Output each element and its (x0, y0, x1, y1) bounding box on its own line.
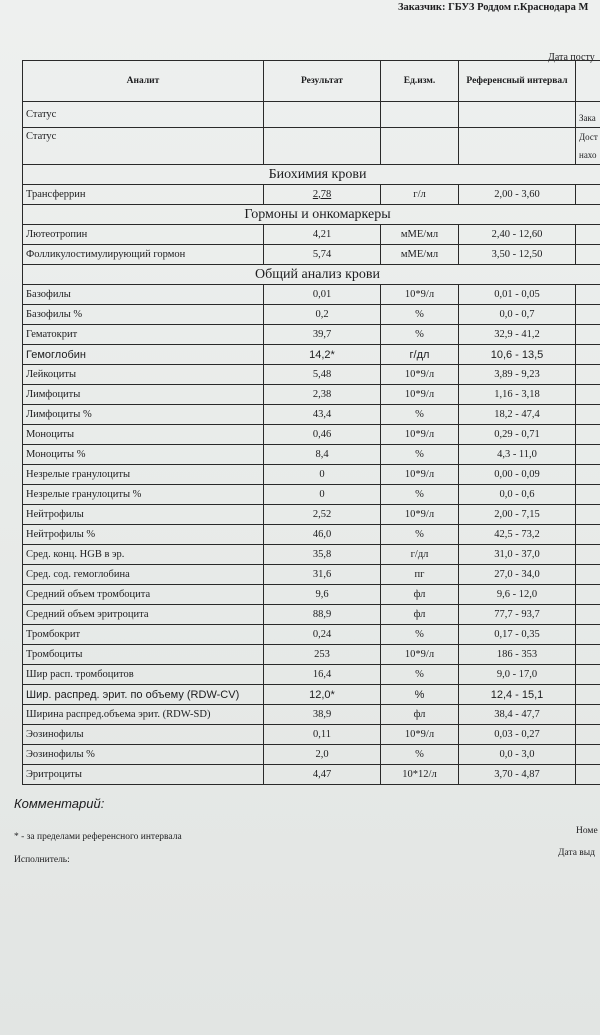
analyte-name: Ширина распред.объема эрит. (RDW-SD) (23, 705, 264, 725)
reference-range: 2,40 - 12,60 (459, 225, 576, 245)
section-header (23, 165, 600, 185)
status-label: Статус (23, 128, 264, 165)
unit-value: % (381, 625, 459, 645)
unit-value: фл (381, 605, 459, 625)
reference-range: 2,00 - 7,15 (459, 505, 576, 525)
analyte-name: Нейтрофилы % (23, 525, 264, 545)
unit-value: фл (381, 585, 459, 605)
reference-range: 31,0 - 37,0 (459, 545, 576, 565)
reference-range: 10,6 - 13,5 (459, 345, 576, 365)
date-received-label: Дата посту (548, 52, 595, 63)
unit-value: % (381, 685, 459, 705)
col-unit: Ед.изм. (381, 61, 459, 102)
status-right: Зака (576, 102, 600, 128)
reference-range: 3,50 - 12,50 (459, 245, 576, 265)
status-label: Статус (23, 102, 264, 128)
table-row (23, 465, 600, 485)
result-value: 0,2 (264, 305, 381, 325)
unit-value: 10*9/л (381, 365, 459, 385)
table-row (23, 585, 600, 605)
status-right-line2: нахо (579, 150, 597, 160)
result-value: 5,48 (264, 365, 381, 385)
result-value: 2,0 (264, 745, 381, 765)
section-title: Общий анализ крови (23, 265, 600, 285)
table-row (23, 725, 600, 745)
unit-value: 10*9/л (381, 285, 459, 305)
table-row (23, 605, 600, 625)
analyte-name: Шир. распред. эрит. по объему (RDW-CV) (23, 685, 264, 705)
col-analyte: Аналит (23, 61, 264, 102)
unit-value: 10*9/л (381, 465, 459, 485)
reference-range: 3,70 - 4,87 (459, 765, 576, 785)
table-row (23, 665, 600, 685)
result-value: 8,4 (264, 445, 381, 465)
reference-range: 0,03 - 0,27 (459, 725, 576, 745)
col-extra (576, 61, 600, 102)
table-row (23, 305, 600, 325)
table-row (23, 765, 600, 785)
col-reference: Референсный интервал (459, 61, 576, 102)
analyte-name: Шир расп. тромбоцитов (23, 665, 264, 685)
table-row (23, 685, 600, 705)
analyte-name: Тромбоциты (23, 645, 264, 665)
unit-value: % (381, 665, 459, 685)
unit-value: % (381, 325, 459, 345)
unit-value: пг (381, 565, 459, 585)
unit-value: 10*9/л (381, 385, 459, 405)
analyte-name: Сред. сод. гемоглобина (23, 565, 264, 585)
table-row (23, 745, 600, 765)
reference-range: 38,4 - 47,7 (459, 705, 576, 725)
table-row (23, 485, 600, 505)
result-value: 0,46 (264, 425, 381, 445)
analyte-name: Незрелые гранулоциты (23, 465, 264, 485)
result-value: 43,4 (264, 405, 381, 425)
analyte-name: Гематокрит (23, 325, 264, 345)
table-row (23, 285, 600, 305)
table-row (23, 445, 600, 465)
table-row (23, 405, 600, 425)
unit-value: 10*12/л (381, 765, 459, 785)
reference-range: 42,5 - 73,2 (459, 525, 576, 545)
result-value: 0 (264, 465, 381, 485)
analyte-name: Эозинофилы % (23, 745, 264, 765)
reference-range: 0,0 - 0,6 (459, 485, 576, 505)
result-value: 0,11 (264, 725, 381, 745)
analyte-name: Лютеотропин (23, 225, 264, 245)
reference-range: 2,00 - 3,60 (459, 185, 576, 205)
col-result: Результат (264, 61, 381, 102)
reference-range: 0,17 - 0,35 (459, 625, 576, 645)
result-value: 5,74 (264, 245, 381, 265)
comment-label: Комментарий: (14, 796, 105, 811)
section-header (23, 205, 600, 225)
table-row (23, 345, 600, 365)
analyte-name: Базофилы % (23, 305, 264, 325)
section-title: Гормоны и онкомаркеры (23, 205, 600, 225)
results-table (22, 60, 600, 785)
table-header-row (23, 61, 600, 102)
table-row (23, 565, 600, 585)
analyte-name: Средний объем тромбоцита (23, 585, 264, 605)
table-row (23, 525, 600, 545)
unit-value: г/л (381, 185, 459, 205)
result-value: 14,2* (264, 345, 381, 365)
reference-range: 9,6 - 12,0 (459, 585, 576, 605)
reference-range: 4,3 - 11,0 (459, 445, 576, 465)
unit-value: % (381, 445, 459, 465)
analyte-name: Базофилы (23, 285, 264, 305)
unit-value: 10*9/л (381, 725, 459, 745)
reference-range: 3,89 - 9,23 (459, 365, 576, 385)
result-value: 9,6 (264, 585, 381, 605)
result-value: 88,9 (264, 605, 381, 625)
analyte-name: Моноциты (23, 425, 264, 445)
analyte-name: Лимфоциты (23, 385, 264, 405)
unit-value: % (381, 305, 459, 325)
result-value: 2,52 (264, 505, 381, 525)
analyte-name: Нейтрофилы (23, 505, 264, 525)
result-value: 38,9 (264, 705, 381, 725)
result-value: 46,0 (264, 525, 381, 545)
reference-range: 0,29 - 0,71 (459, 425, 576, 445)
result-value: 4,21 (264, 225, 381, 245)
analyte-name: Гемоглобин (23, 345, 264, 365)
table-row (23, 545, 600, 565)
table-row (23, 505, 600, 525)
reference-range: 27,0 - 34,0 (459, 565, 576, 585)
result-value: 2,38 (264, 385, 381, 405)
number-label: Номе (576, 826, 598, 836)
table-row (23, 425, 600, 445)
status-row (23, 102, 600, 128)
result-value: 31,6 (264, 565, 381, 585)
unit-value: % (381, 745, 459, 765)
status-right-line1: Дост (579, 132, 598, 142)
analyte-name: Фолликулостимулирующий гормон (23, 245, 264, 265)
unit-value: % (381, 525, 459, 545)
unit-value: г/дл (381, 545, 459, 565)
result-value: 0 (264, 485, 381, 505)
table-row (23, 625, 600, 645)
reference-range: 18,2 - 47,4 (459, 405, 576, 425)
result-value: 16,4 (264, 665, 381, 685)
unit-value: мМЕ/мл (381, 245, 459, 265)
reference-range: 0,0 - 0,7 (459, 305, 576, 325)
unit-value: г/дл (381, 345, 459, 365)
analyte-name: Моноциты % (23, 445, 264, 465)
analyte-name: Трансферрин (23, 185, 264, 205)
analyte-name: Тромбокрит (23, 625, 264, 645)
result-value: 35,8 (264, 545, 381, 565)
reference-range: 32,9 - 41,2 (459, 325, 576, 345)
executor-label: Исполнитель: (14, 855, 70, 865)
analyte-name: Средний объем эритроцита (23, 605, 264, 625)
table-row (23, 385, 600, 405)
table-row (23, 325, 600, 345)
unit-value: 10*9/л (381, 425, 459, 445)
unit-value: фл (381, 705, 459, 725)
reference-range: 1,16 - 3,18 (459, 385, 576, 405)
reference-range: 9,0 - 17,0 (459, 665, 576, 685)
status-row (23, 128, 600, 165)
unit-value: % (381, 405, 459, 425)
result-value: 253 (264, 645, 381, 665)
result-value: 39,7 (264, 325, 381, 345)
analyte-name: Незрелые гранулоциты % (23, 485, 264, 505)
analyte-name: Лимфоциты % (23, 405, 264, 425)
result-value: 12,0* (264, 685, 381, 705)
analyte-name: Эритроциты (23, 765, 264, 785)
unit-value: % (381, 485, 459, 505)
table-row (23, 185, 600, 205)
table-row (23, 705, 600, 725)
analyte-name: Лейкоциты (23, 365, 264, 385)
analyte-name: Сред. конц. HGB в эр. (23, 545, 264, 565)
result-value: 0,01 (264, 285, 381, 305)
unit-value: 10*9/л (381, 505, 459, 525)
result-value: 2,78 (264, 185, 381, 205)
footnote: * - за пределами референсного интервала (14, 832, 182, 842)
section-title: Биохимия крови (23, 165, 600, 185)
reference-range: 0,01 - 0,05 (459, 285, 576, 305)
analyte-name: Эозинофилы (23, 725, 264, 745)
unit-value: мМЕ/мл (381, 225, 459, 245)
reference-range: 0,00 - 0,09 (459, 465, 576, 485)
unit-value: 10*9/л (381, 645, 459, 665)
section-header (23, 265, 600, 285)
table-row (23, 365, 600, 385)
reference-range: 77,7 - 93,7 (459, 605, 576, 625)
table-row (23, 245, 600, 265)
result-value: 0,24 (264, 625, 381, 645)
reference-range: 186 - 353 (459, 645, 576, 665)
reference-range: 0,0 - 3,0 (459, 745, 576, 765)
table-row (23, 225, 600, 245)
issue-date-label: Дата выд (558, 848, 596, 858)
reference-range: 12,4 - 15,1 (459, 685, 576, 705)
customer-header: Заказчик: ГБУЗ Роддом г.Краснодара М (398, 2, 589, 13)
table-row (23, 645, 600, 665)
result-value: 4,47 (264, 765, 381, 785)
